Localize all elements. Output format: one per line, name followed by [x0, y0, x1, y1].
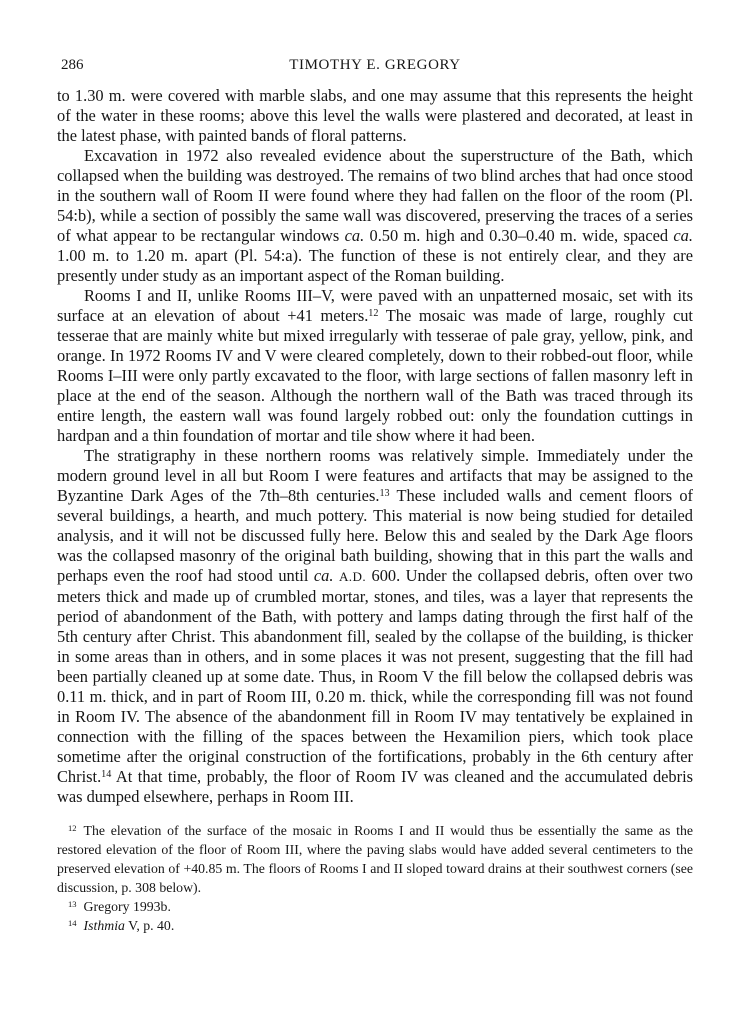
footnote-14-text: Isthmia V, p. 40.: [83, 918, 175, 933]
footnote-13: [57, 897, 693, 916]
footnote-14: [57, 916, 693, 935]
paragraph-1: to 1.30 m. were covered with marble slabs, and one may assume that this represents the height of the water in these rooms; above this level the walls were plastered and decorated, at least in the latest phase, with painted bands of floral patterns.: [57, 86, 693, 145]
paragraph-3: Rooms I and II, unlike Rooms III–V, were paved with an unpatterned mosaic, set with its surface at an elevation of about +41 meters.$^{12}$ The mosaic was made of large, roughly cut tesserae that are mainly white but mixed irregularly with tesserae of pale gray, yellow, pink, and orange. In 1972 Rooms IV and V were cleared completely, down to their robbed-out floor, while Rooms I–III were only partly excavated to the floor, with large sections of fallen masonry left in place at the end of the season. Although the northern wall of the Bath was traced through its entire length, the eastern wall was found largely robbed out: only the foundation cuttings in hardpan and a thin foundation of mortar and tile show where it had been.: [57, 286, 693, 445]
footnote-13-marker: 13: [68, 899, 77, 910]
running-head: [57, 56, 693, 74]
footnote-13-text: Gregory 1993b.: [83, 899, 171, 914]
page-number: 286: [61, 57, 84, 73]
running-head-author: TIMOTHY E. GREGORY: [289, 57, 461, 73]
footnote-12: [57, 821, 693, 897]
body-text: [57, 86, 693, 807]
footnote-14-marker: 14: [68, 918, 77, 929]
paragraph-4: The stratigraphy in these northern rooms was relatively simple. Immediately under the modern ground level in all but Room I were features and artifacts that may be assigned to the Byzantine Dark Ages of the 7th–8th centuries.$^{13}$ These included walls and cement floors of several buildings, a hearth, and much pottery. This material is now being studied for detailed analysis, and it will not be discussed fully here. Below this and sealed by the Dark Age floors was the collapsed masonry of the original bath building, showing that in this part the walls and perhaps even the roof had stood until ca. A.D. 600. Under the collapsed debris, often over two meters thick and made up of crumbled mortar, stones, and tiles, was a layer that represents the period of abandonment of the Bath, with pottery and lamps dating through the first half of the 5th century after Christ. This abandonment fill, sealed by the collapse of the building, is thicker in some areas than in others, and in some places it was not present, suggesting that the fill had been partially cleaned up at some date. Thus, in Room V the fill below the collapsed debris was 0.11 m. thick, and in part of Room III, 0.20 m. thick, while the corresponding fill was not found in Room IV. The absence of the abandonment fill in Room IV may tentatively be explained in connection with the filling of the spaces between the Hexamilion piers, which took place sometime after the original construction of the fortifications, probably in the 6th century after Christ.$^{14}$ At that time, probably, the floor of Room IV was cleaned and the accumulated debris was dumped elsewhere, perhaps in Room III.: [57, 446, 693, 806]
paragraph-2: Excavation in 1972 also revealed evidence about the superstructure of the Bath, which collapsed when the building was destroyed. The remains of two blind arches that had once stood in the southern wall of Room II were found where they had fallen on the floor of the room (Pl. 54:b), while a section of possibly the same wall was discovered, preserving the traces of a series of what appear to be rectangular windows ca. 0.50 m. high and 0.30–0.40 m. wide, spaced ca. 1.00 m. to 1.20 m. apart (Pl. 54:a). The function of these is not entirely clear, and they are presently under study as an important aspect of the Roman building.: [57, 146, 693, 285]
footnotes-section: [57, 821, 693, 935]
footnote-12-marker: 12: [68, 823, 77, 834]
footnote-12-text: The elevation of the surface of the mosaic in Rooms I and II would thus be essentially the same as the restored elevation of the floor of Room III, where the paving slabs would have added several centimeters to the preserved elevation of +40.85 m. The floors of Rooms I and II sloped toward drains at their southwest corners (see discussion, p. 308 below).: [57, 823, 693, 895]
